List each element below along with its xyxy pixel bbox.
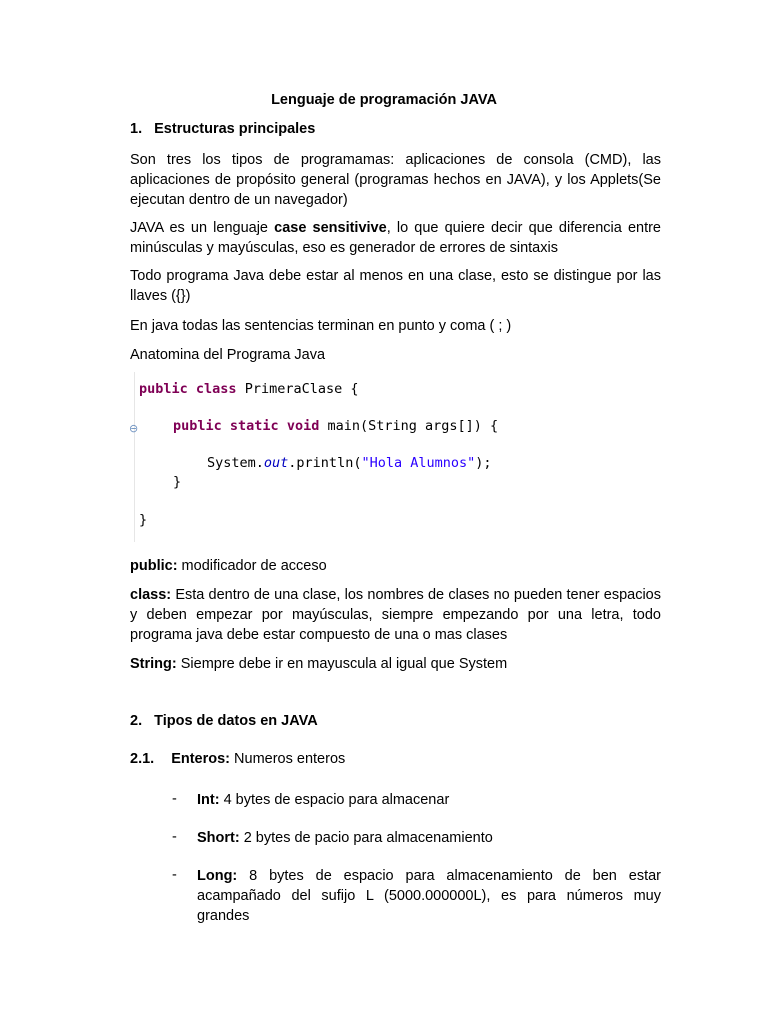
section-2-heading bbox=[130, 713, 318, 729]
bullet-term: Short: bbox=[197, 830, 240, 846]
code-line-1 bbox=[139, 381, 358, 397]
case-sensitive-term: case sensitivive bbox=[274, 220, 387, 236]
section-2-1-number: 2.1. bbox=[130, 751, 155, 767]
definition-text: modificador de acceso bbox=[177, 558, 327, 574]
definition-class bbox=[130, 585, 661, 645]
section-2-1-term: Enteros: bbox=[171, 751, 231, 767]
code-snippet bbox=[129, 372, 555, 542]
code-text: PrimeraClase { bbox=[236, 381, 359, 397]
bullet-dash: - bbox=[172, 829, 177, 845]
definition-term: String: bbox=[130, 656, 177, 672]
code-line-5: } bbox=[139, 512, 148, 528]
section-1-heading bbox=[130, 121, 315, 137]
code-keyword: static bbox=[229, 418, 279, 434]
paragraph-case-sensitive bbox=[130, 218, 661, 258]
document-title: Lenguaje de programación JAVA bbox=[271, 92, 497, 108]
code-line-3 bbox=[207, 455, 492, 471]
bullet-text: 8 bytes de espacio para almacenamiento de ben estar acampañado del sufijo L (5000.000000L), es para números muy grandes bbox=[197, 868, 661, 924]
bullet-term: Int: bbox=[197, 792, 220, 808]
bullet-text: 2 bytes de pacio para almacenamiento bbox=[239, 830, 493, 846]
bullet-long bbox=[197, 866, 661, 926]
bullet-dash: - bbox=[172, 791, 177, 807]
bullet-dash: - bbox=[172, 867, 177, 883]
code-text: ); bbox=[475, 455, 492, 471]
paragraph-anatomy: Anatomina del Programa Java bbox=[130, 347, 326, 363]
definition-term: class: bbox=[130, 587, 172, 603]
section-2-1-text: Numeros enteros bbox=[230, 751, 346, 767]
code-string: "Hola Alumnos" bbox=[361, 455, 476, 471]
definition-term: public: bbox=[130, 558, 178, 574]
code-line-4: } bbox=[173, 474, 182, 490]
code-text: .println( bbox=[288, 455, 362, 471]
definition-text: Siempre debe ir en mayuscula al igual que System bbox=[176, 656, 508, 672]
section-2-number: 2. bbox=[130, 713, 143, 729]
section-1-title: Estructuras principales bbox=[154, 121, 316, 137]
code-keyword: public bbox=[173, 418, 222, 434]
paragraph-semicolon: En java todas las sentencias terminan en punto y coma ( ; ) bbox=[130, 318, 512, 334]
code-field: out bbox=[263, 455, 289, 471]
section-1-number: 1. bbox=[130, 121, 143, 137]
paragraph-braces: Todo programa Java debe estar al menos en una clase, esto se distingue por las llaves ({}) bbox=[130, 268, 661, 304]
code-line-2 bbox=[173, 418, 498, 434]
definition-text: Esta dentro de una clase, los nombres de clases no pueden tener espacios y deben empezar por mayúsculas, siempre empezando por una letra, todo programa java debe estar compuesto de una o mas clases bbox=[130, 587, 661, 643]
code-keyword: public bbox=[139, 381, 188, 397]
collapse-marker-icon: ⊖ bbox=[129, 422, 139, 435]
case-sensitive-rest: , lo que quiere decir que diferencia entre minúsculas y mayúsculas, eso es generador de errores de sintaxis bbox=[130, 220, 661, 256]
bullet-short bbox=[197, 828, 661, 848]
bullet-int bbox=[197, 790, 661, 810]
definition-public bbox=[130, 556, 661, 576]
code-text: main(String args[]) { bbox=[319, 418, 499, 434]
case-sensitive-intro: JAVA es un lenguaje bbox=[130, 220, 275, 236]
bullet-term: Long: bbox=[197, 868, 238, 884]
bullet-text: 4 bytes de espacio para almacenar bbox=[219, 792, 450, 808]
paragraph-program-types: Son tres los tipos de programamas: aplicaciones de consola (CMD), las aplicaciones de propósito general (programas hechos en JAVA), y los Applets(Se ejecutan dentro de un navegador) bbox=[130, 152, 661, 208]
code-keyword: void bbox=[286, 418, 320, 434]
section-2-1-heading bbox=[130, 751, 345, 767]
code-keyword: class bbox=[195, 381, 237, 397]
definition-string bbox=[130, 654, 661, 674]
section-2-title: Tipos de datos en JAVA bbox=[154, 713, 318, 729]
code-text: System. bbox=[207, 455, 264, 471]
